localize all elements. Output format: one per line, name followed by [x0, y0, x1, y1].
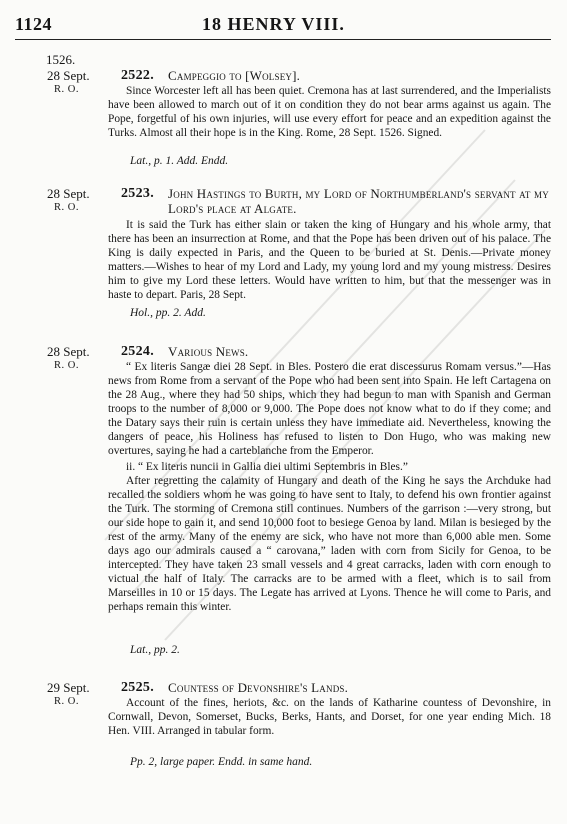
page-header	[15, 12, 551, 38]
header-rule	[15, 39, 551, 40]
entry-source: R. O.	[54, 360, 79, 371]
entry-date: 28 Sept.	[47, 344, 90, 359]
entry-date: 28 Sept.	[47, 68, 90, 83]
entry-number: 2525.	[121, 680, 154, 695]
entry-title: John Hastings to Burth, my Lord of Northumberland's servant at my Lord's place at Algate.	[168, 186, 549, 216]
running-title: 18 HENRY VIII.	[202, 14, 345, 34]
entry-paragraph: “ Ex literis Sangæ diei 28 Sept. in Bles. Postero die erat discessurus Romam versus.”—Has news from Rome from a servant of the Pope who had been sent into Spain. He left Cartagena on the 28 Aug., where they had 50 ships, which they had begun to man with Spanish and German troops to the number of 8,000 or 9,000. The Pope does not know what to do if they come; and the Datary says their ruin is certain unless they have immediate aid. Nevertheless, knowing the dangers of peace, his Holiness has refused to listen to Don Hugo, who was making new overtures, saying he had a carteblanche from the Emperor.	[108, 361, 551, 457]
calendar-entry	[15, 68, 551, 178]
calendar-entry	[15, 186, 551, 326]
entry-number: 2522.	[121, 68, 154, 83]
entry-meta: Lat., pp. 2.	[130, 644, 180, 656]
entry-title: Countess of Devonshire's Lands.	[168, 680, 349, 695]
entry-paragraph: It is said the Turk has either slain or taken the king of Hungary and his whole army, that there has been an insurrection at Rome, and that the Pope has been driven out of his palace. The King is daily expected in Paris, and the Queen to be buried at St. Denis.—Private money matters.—Wishes to hear of my Lord and Lady, my young lord and my young mistress. Desires him to give my Lord these letters. Would have written to him, but that the messenger was in haste to depart. Paris, 28 Sept.	[108, 219, 551, 301]
entry-body	[108, 360, 551, 614]
entry-source: R. O.	[54, 696, 79, 707]
entry-paragraph: ii. “ Ex literis nuncii in Gallia diei ultimi Septembris in Bles.”	[126, 461, 408, 473]
entry-source: R. O.	[54, 84, 79, 95]
entry-body	[108, 84, 551, 140]
entry-meta: Hol., pp. 2. Add.	[130, 307, 206, 319]
page-number: 1124	[15, 14, 53, 34]
entry-title: Various News.	[168, 344, 249, 359]
entry-paragraph: Since Worcester left all has been quiet. Cremona has at last surrendered, and the Imperialists have been allowed to march out of it on condition they do not bear arms against us again. The Pope, forgetful of his own injuries, will use every effort for peace and an expedition against the Turks. Almost all their hope is in the King. Rome, 28 Sept. 1526. Signed.	[108, 85, 551, 139]
entry-number: 2523.	[121, 186, 154, 201]
entry-body	[108, 696, 551, 738]
entry-date: 29 Sept.	[47, 680, 90, 695]
entry-number: 2524.	[121, 344, 154, 359]
entry-meta: Pp. 2, large paper. Endd. in same hand.	[130, 756, 313, 768]
entry-meta: Lat., p. 1. Add. Endd.	[130, 155, 229, 167]
entry-title: Campeggio to [Wolsey].	[168, 68, 301, 83]
entry-paragraph: Account of the fines, heriots, &c. on the lands of Katharine countess of Devonshire, in Cornwall, Devon, Somerset, Bucks, Berks, Hants, and Dorset, for one year ending Mich. 18 Hen. VIII. Arranged in tabular form.	[108, 697, 551, 737]
calendar-entry	[15, 344, 551, 666]
entry-source: R. O.	[54, 202, 79, 213]
entry-paragraph: After regretting the calamity of Hungary and death of the King he says the Archduke had recalled the soldiers whom he was going to have sent to Italy, to defend his own frontier against the Turk. The storming of Cremona still continues. Numbers of the garrison :—very strong, but our side hope to gain it, and send 10,000 foot to besiege Genoa by land. Milan is besieged by the rest of the army. Many of the enemy are sick, who have not more than 6,000 able men. Some days ago our admirals caused a “ carovana,” laden with corn from Sicily for Genoa, to be intercepted. They have taken 23 small vessels and 4 great carracks, laden with corn enough to victual the half of Italy. The carracks are to be armed with a fleet, which is to sail from Marseilles in 10 or 15 days. The Legate has arrived at Lyons. Thence he will come to Paris, and perhaps remain this winter.	[108, 475, 551, 613]
calendar-entry	[15, 680, 551, 770]
entry-date: 28 Sept.	[47, 186, 90, 201]
entry-body	[108, 218, 551, 302]
year-label: 1526.	[46, 52, 76, 67]
